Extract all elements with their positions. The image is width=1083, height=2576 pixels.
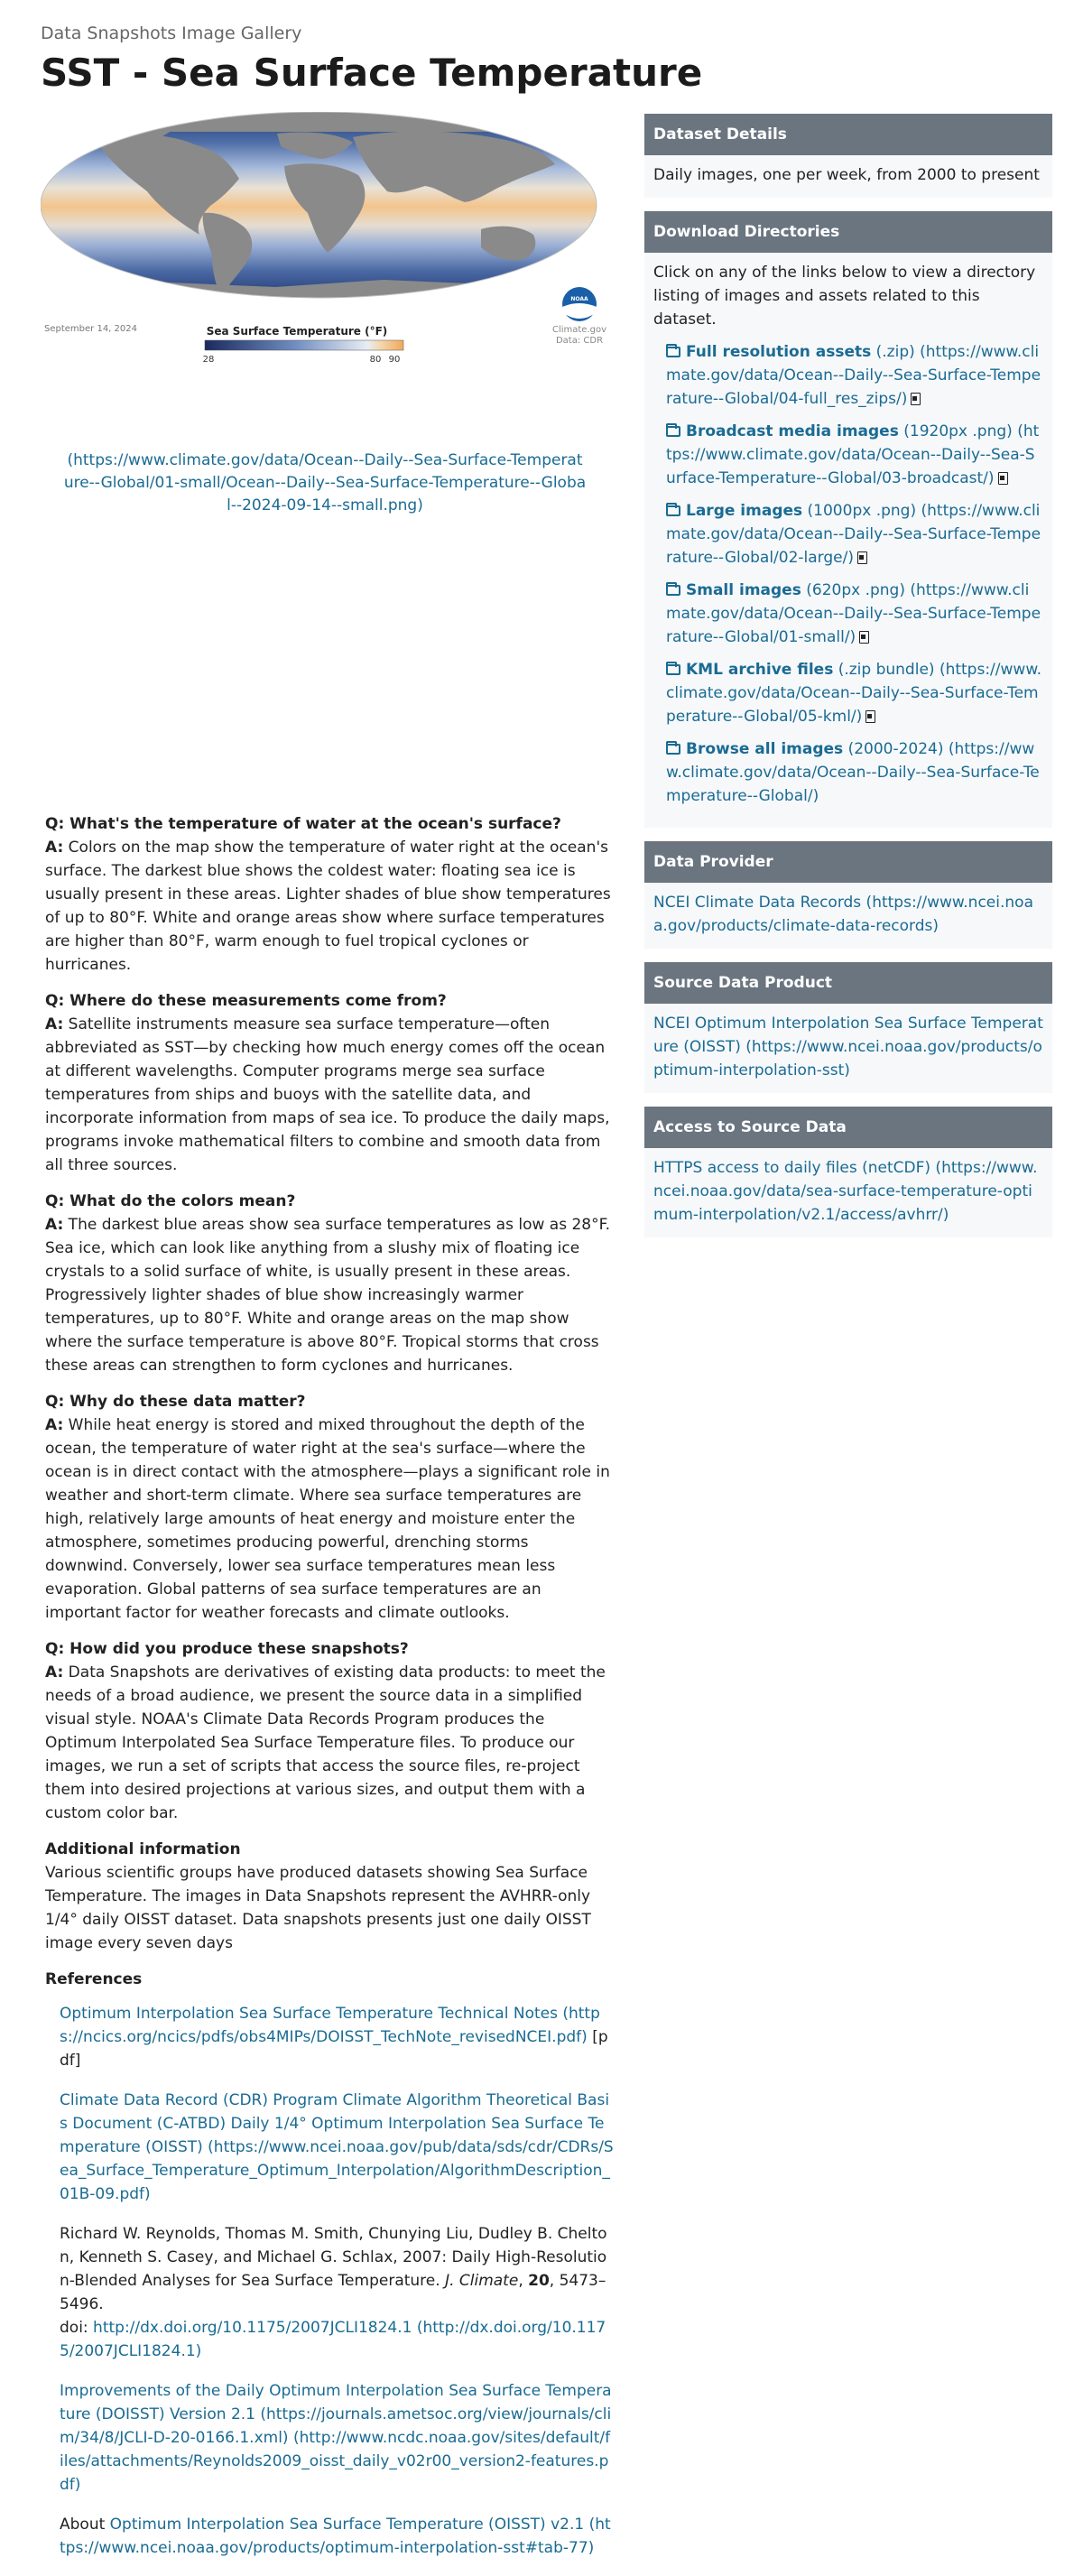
- additional-info: [45, 1838, 614, 1955]
- download-link-large[interactable]: Large images (1000px .png) (https://www.climate.gov/data/Ocean--Daily--Sea-Surface-Temperature--Global/02-large/): [666, 502, 1041, 567]
- download-link-broadcast[interactable]: Broadcast media images (1920px .png) (https://www.climate.gov/data/Ocean--Daily--Sea-Surface-Temperature--Global/03-broadcast/): [666, 422, 1040, 487]
- access-source-link[interactable]: HTTPS access to daily files (netCDF) (https://www.ncei.noaa.gov/data/sea-surface-temperature-optimum-interpolation/v2.1/access/avhrr/): [653, 1159, 1038, 1224]
- question: Q: What do the colors mean?: [45, 1192, 296, 1210]
- colorbar-tick-80: 80: [369, 355, 382, 365]
- answer: A: Colors on the map show the temperature of water right at the ocean's surface. The darkest blue shows the coldest water: floating sea ice is usually present in these areas. Lighter shades of blue show temperatures of up to 80°F. White and orange areas show where surface temperatures are higher than 80°F, warm enough to fuel tropical cyclones or hurricanes.: [45, 839, 611, 974]
- reference-link[interactable]: Optimum Interpolation Sea Surface Temperature Technical Notes (https://ncics.org/ncics/pdfs/obs4MIPs/DOISST_TechNote_revisedNCEI.pdf): [60, 2005, 600, 2046]
- panel-heading: Source Data Product: [644, 962, 1052, 1004]
- file-icon: [857, 551, 867, 564]
- qa-block: [45, 1637, 614, 1825]
- map-credit-line1: Climate.gov: [551, 325, 607, 335]
- gallery-label: Data Snapshots Image Gallery: [41, 23, 302, 43]
- sst-map-image[interactable]: [41, 112, 609, 446]
- qa-block: [45, 1190, 614, 1377]
- references-heading: References: [45, 1970, 143, 1988]
- dataset-details-panel: [644, 114, 1052, 198]
- folder-icon: [666, 505, 680, 516]
- qa-block: [45, 1390, 614, 1625]
- source-product-link[interactable]: NCEI Optimum Interpolation Sea Surface Temperature (OISST) (https://www.ncei.noaa.gov/products/optimum-interpolation-sst): [653, 1015, 1043, 1080]
- source-data-product-panel: [644, 962, 1052, 1093]
- answer: A: The darkest blue areas show sea surface temperatures as low as 28°F. Sea ice, which can look like anything from a slushy mix of floating ice crystals to a solid surface of white, is usually present in these areas. Progressively lighter shades of blue show increasingly warmer temperatures, up to 80°F. White and orange areas on the map show where the surface temperature is above 80°F. Tropical storms that cross these areas can strengthen to form cyclones and hurricanes.: [45, 1216, 611, 1375]
- map-date-label: September 14, 2024: [44, 324, 137, 334]
- main-content: [45, 812, 614, 2576]
- qa-block: [45, 812, 614, 977]
- folder-icon: [666, 664, 680, 675]
- qa-block: [45, 989, 614, 1177]
- panel-heading: Access to Source Data: [644, 1107, 1052, 1148]
- noaa-logo: [562, 287, 597, 321]
- reference-item: Richard W. Reynolds, Thomas M. Smith, Chunying Liu, Dudley B. Chelton, Kenneth S. Casey, and Michael G. Schlax, 2007: Daily High-Resolution-Blended Analyses for Sea Surface Temperature. J. Climate, 20, 5473–5496. doi: http://dx.doi.org/10.1175/2007JCLI1824.1 (http://dx.doi.org/10.1175/2007JCLI1824.1): [60, 2225, 607, 2360]
- download-link-full-resolution[interactable]: Full resolution assets (.zip) (https://www.climate.gov/data/Ocean--Daily--Sea-Surface-Temperature--Global/04-full_res_zips/): [666, 343, 1041, 408]
- access-source-data-panel: [644, 1107, 1052, 1237]
- download-link-small[interactable]: Small images (620px .png) (https://www.climate.gov/data/Ocean--Daily--Sea-Surface-Temperature--Global/01-small/): [666, 581, 1041, 646]
- reference-item: [60, 2089, 614, 2206]
- map-credit-line2: Data: CDR: [555, 336, 604, 346]
- folder-icon: [666, 585, 680, 596]
- colorbar: [205, 340, 403, 350]
- panel-heading: Download Directories: [644, 211, 1052, 253]
- colorbar-tick-28: 28: [202, 355, 215, 365]
- page-title: SST - Sea Surface Temperature: [41, 51, 703, 95]
- doi-link[interactable]: http://dx.doi.org/10.1175/2007JCLI1824.1 (http://dx.doi.org/10.1175/2007JCLI1824.1): [60, 2319, 606, 2360]
- svg-text:NOAA: NOAA: [570, 296, 588, 302]
- dataset-details-text: Daily images, one per week, from 2000 to present: [653, 166, 1040, 184]
- download-link-browse-all[interactable]: Browse all images (2000-2024) (https://www.climate.gov/data/Ocean--Daily--Sea-Surface-Temperature--Global/): [666, 740, 1040, 805]
- panel-heading: Dataset Details: [644, 114, 1052, 155]
- reference-item: Optimum Interpolation Sea Surface Temperature Technical Notes (https://ncics.org/ncics/pdfs/obs4MIPs/DOISST_TechNote_revisedNCEI.pdf) [pdf]: [60, 2005, 608, 2070]
- question: Q: How did you produce these snapshots?: [45, 1640, 409, 1658]
- answer: A: Satellite instruments measure sea surface temperature—often abbreviated as SST—by checking how much energy comes off the ocean at different wavelengths. Computer programs merge sea surface temperatures from ships and buoys with the satellite data, and incorporate information from maps of sea ice. To produce the daily maps, programs invoke mathematical filters to combine and smooth data from all three sources.: [45, 1015, 610, 1174]
- file-icon: [998, 472, 1008, 485]
- map-image-link[interactable]: (https://www.climate.gov/data/Ocean--Daily--Sea-Surface-Temperature--Global/01-small/Ocean--Daily--Sea-Surface-Temperature--Global--2024-09-14--small.png): [63, 451, 587, 514]
- colorbar-title: Sea Surface Temperature (°F): [206, 325, 388, 338]
- question: Q: What's the temperature of water at the ocean's surface?: [45, 815, 561, 833]
- colorbar-tick-90: 90: [388, 355, 401, 365]
- file-icon: [865, 710, 875, 723]
- data-provider-link[interactable]: NCEI Climate Data Records (https://www.ncei.noaa.gov/products/climate-data-records): [653, 894, 1033, 935]
- references: [45, 1968, 614, 2560]
- answer: A: Data Snapshots are derivatives of existing data products: to meet the needs of a broad audience, we present the source data in a simplified visual style. NOAA's Climate Data Records Program produces the Optimum Interpolated Sea Surface Temperature files. To produce our images, we run a set of scripts that access the source files, re-project them into desired projections at various sizes, and output them with a custom color bar.: [45, 1663, 606, 1822]
- reference-link[interactable]: Climate Data Record (CDR) Program Climate Algorithm Theoretical Basis Document (C-ATBD) Daily 1/4° Optimum Interpolation Sea Surface Temperature (OISST) (https://www.ncei.noaa.gov/pub/data/sds/cdr/CDRs/Sea_Surface_Temperature_Optimum_Interpolation/AlgorithmDescription_01B-09.pdf): [60, 2091, 614, 2203]
- folder-icon: [666, 744, 680, 755]
- reference-item: [60, 2379, 614, 2497]
- question: Q: Why do these data matter?: [45, 1393, 306, 1411]
- reference-link[interactable]: Improvements of the Daily Optimum Interpolation Sea Surface Temperature (DOISST) Version 2.1 (https://journals.ametsoc.org/view/journals/clim/34/8/JCLI-D-20-0166.1.xml) (http://www.ncdc.noaa.gov/sites/default/files/attachments/Reynolds2009_oisst_daily_v02r00_version2-features.pdf): [60, 2382, 612, 2494]
- reference-link[interactable]: Optimum Interpolation Sea Surface Temperature (OISST) v2.1 (https://www.ncei.noaa.gov/products/optimum-interpolation-sst#tab-77): [60, 2516, 611, 2557]
- file-icon: [911, 393, 921, 405]
- file-icon: [859, 631, 869, 644]
- download-directories-panel: [644, 211, 1052, 828]
- answer: A: While heat energy is stored and mixed throughout the depth of the ocean, the temperature of water right at the sea's surface—where the ocean is in direct contact with the atmosphere—plays a significant role in weather and short-term climate. Where sea surface temperatures are high, relatively large amounts of heat energy and moisture enter the atmosphere, sometimes producing powerful, drenching storms downwind. Conversely, lower sea surface temperatures mean less evaporation. Global patterns of sea surface temperatures are an important factor for weather forecasts and climate outlooks.: [45, 1416, 610, 1622]
- additional-info-heading: Additional information: [45, 1840, 241, 1858]
- map-figure: [41, 112, 609, 517]
- sidebar: [644, 114, 1052, 1251]
- download-intro: Click on any of the links below to view a directory listing of images and assets related to this dataset.: [653, 264, 1036, 329]
- additional-info-text: Various scientific groups have produced datasets showing Sea Surface Temperature. The images in Data Snapshots represent the AVHRR-only 1/4° daily OISST dataset. Data snapshots presents just one daily OISST image every seven days: [45, 1864, 591, 1952]
- reference-item: About Optimum Interpolation Sea Surface Temperature (OISST) v2.1 (https://www.ncei.noaa.gov/products/optimum-interpolation-sst#tab-77): [60, 2516, 611, 2557]
- question: Q: Where do these measurements come from?: [45, 992, 447, 1010]
- folder-icon: [666, 347, 680, 357]
- download-link-kml[interactable]: KML archive files (.zip bundle) (https://www.climate.gov/data/Ocean--Daily--Sea-Surface-Temperature--Global/05-kml/): [666, 661, 1042, 726]
- data-provider-panel: [644, 841, 1052, 949]
- folder-icon: [666, 426, 680, 437]
- panel-heading: Data Provider: [644, 841, 1052, 883]
